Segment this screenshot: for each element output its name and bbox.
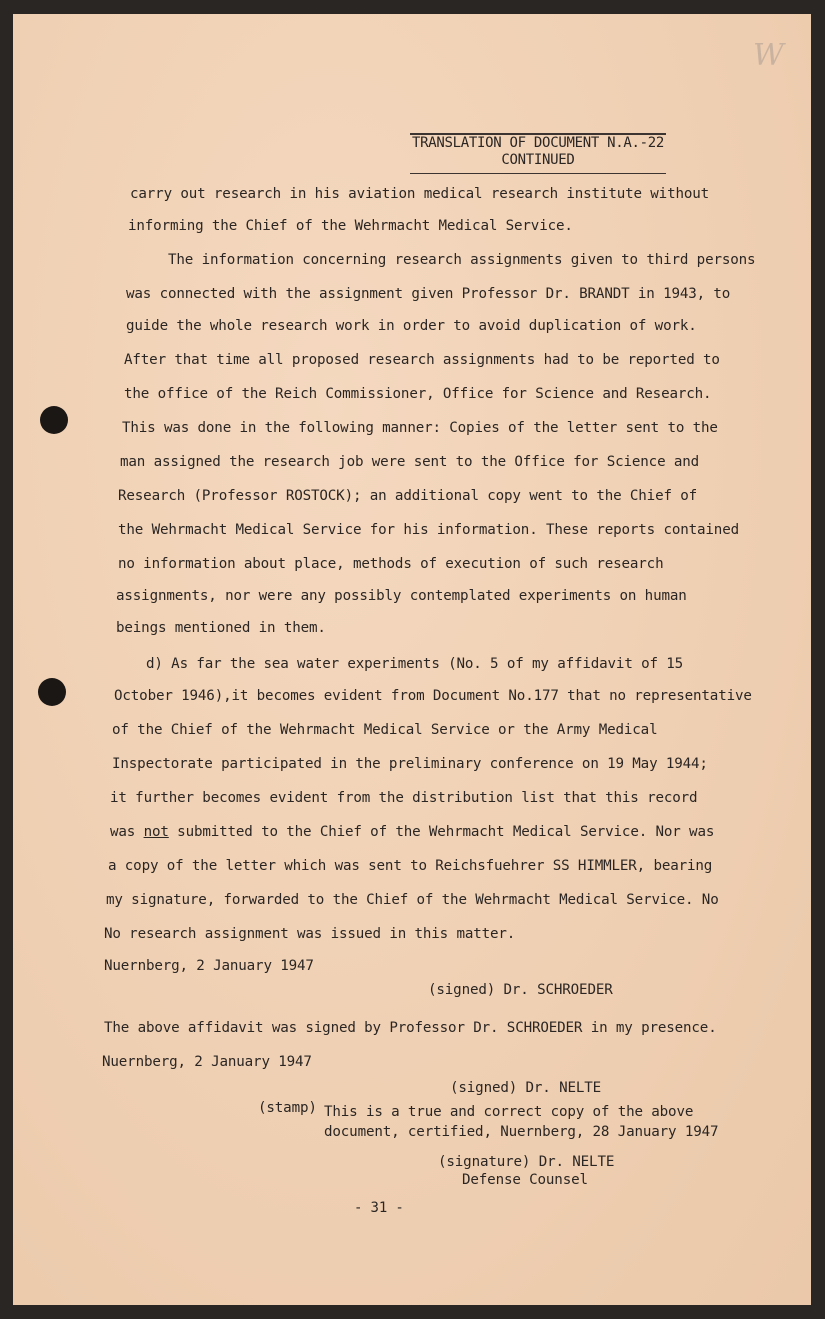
body-line: After that time all proposed research assignments had to be reported to — [124, 352, 720, 368]
body-line: The information concerning research assignments given to third persons — [168, 252, 756, 268]
stamp-label: (stamp) — [258, 1100, 317, 1116]
document-header — [410, 133, 666, 169]
body-line: No research assignment was issued in this matter. — [104, 926, 516, 942]
header-title: TRANSLATION OF DOCUMENT N.A.-22 — [412, 135, 664, 151]
punch-hole-top — [40, 406, 68, 434]
body-line-prefix: was — [110, 824, 144, 840]
page-number: - 31 - — [354, 1200, 404, 1216]
body-line: the office of the Reich Commissioner, Office for Science and Research. — [124, 386, 712, 402]
signed-schroeder: (signed) Dr. SCHROEDER — [428, 982, 613, 998]
place-date: Nuernberg, 2 January 1947 — [102, 1054, 312, 1070]
body-line: This was done in the following manner: Copies of the letter sent to the — [122, 420, 718, 436]
signed-nelte: (signed) Dr. NELTE — [450, 1080, 602, 1096]
body-line: Inspectorate participated in the preliminary conference on 19 May 1944; — [112, 756, 708, 772]
body-line: of the Chief of the Wehrmacht Medical Service or the Army Medical — [112, 722, 658, 738]
body-line: it further becomes evident from the distribution list that this record — [110, 790, 698, 806]
body-line: informing the Chief of the Wehrmacht Medical Service. — [128, 218, 573, 234]
body-line: man assigned the research job were sent to the Office for Science and — [120, 454, 700, 470]
attestation-line: The above affidavit was signed by Professor Dr. SCHROEDER in my presence. — [104, 1020, 717, 1036]
place-date: Nuernberg, 2 January 1947 — [104, 958, 314, 974]
header-continued: CONTINUED — [501, 152, 575, 168]
body-line: carry out research in his aviation medical research institute without — [130, 186, 710, 202]
header-rule — [410, 173, 666, 174]
body-line: guide the whole research work in order to avoid duplication of work. — [126, 318, 697, 334]
body-line: the Wehrmacht Medical Service for his information. These reports contained — [118, 522, 739, 538]
handwritten-corner-mark: W — [753, 38, 784, 73]
body-line-with-underline — [110, 824, 714, 840]
body-line: Research (Professor ROSTOCK); an additional copy went to the Chief of — [118, 488, 698, 504]
body-line: was connected with the assignment given Professor Dr. BRANDT in 1943, to — [126, 286, 731, 302]
body-line-rest: submitted to the Chief of the Wehrmacht Medical Service. Nor was — [177, 824, 715, 840]
punch-hole-bottom — [38, 678, 66, 706]
stamp-text-line1: This is a true and correct copy of the above — [324, 1104, 694, 1120]
underlined-not: not — [143, 824, 169, 840]
body-line: assignments, nor were any possibly contemplated experiments on human — [116, 588, 687, 604]
body-line: October 1946),it becomes evident from Document No.177 that no representative — [114, 688, 752, 704]
body-line: no information about place, methods of execution of such research — [118, 556, 664, 572]
body-line: my signature, forwarded to the Chief of the Wehrmacht Medical Service. No — [106, 892, 719, 908]
body-line: beings mentioned in them. — [116, 620, 326, 636]
body-line: a copy of the letter which was sent to Reichsfuehrer SS HIMMLER, bearing — [108, 858, 713, 874]
signature-nelte: (signature) Dr. NELTE — [438, 1154, 615, 1170]
defense-counsel: Defense Counsel — [462, 1172, 588, 1188]
body-line: d) As far the sea water experiments (No. 5 of my affidavit of 15 — [146, 656, 684, 672]
stamp-text-line2: document, certified, Nuernberg, 28 January 1947 — [324, 1124, 719, 1140]
